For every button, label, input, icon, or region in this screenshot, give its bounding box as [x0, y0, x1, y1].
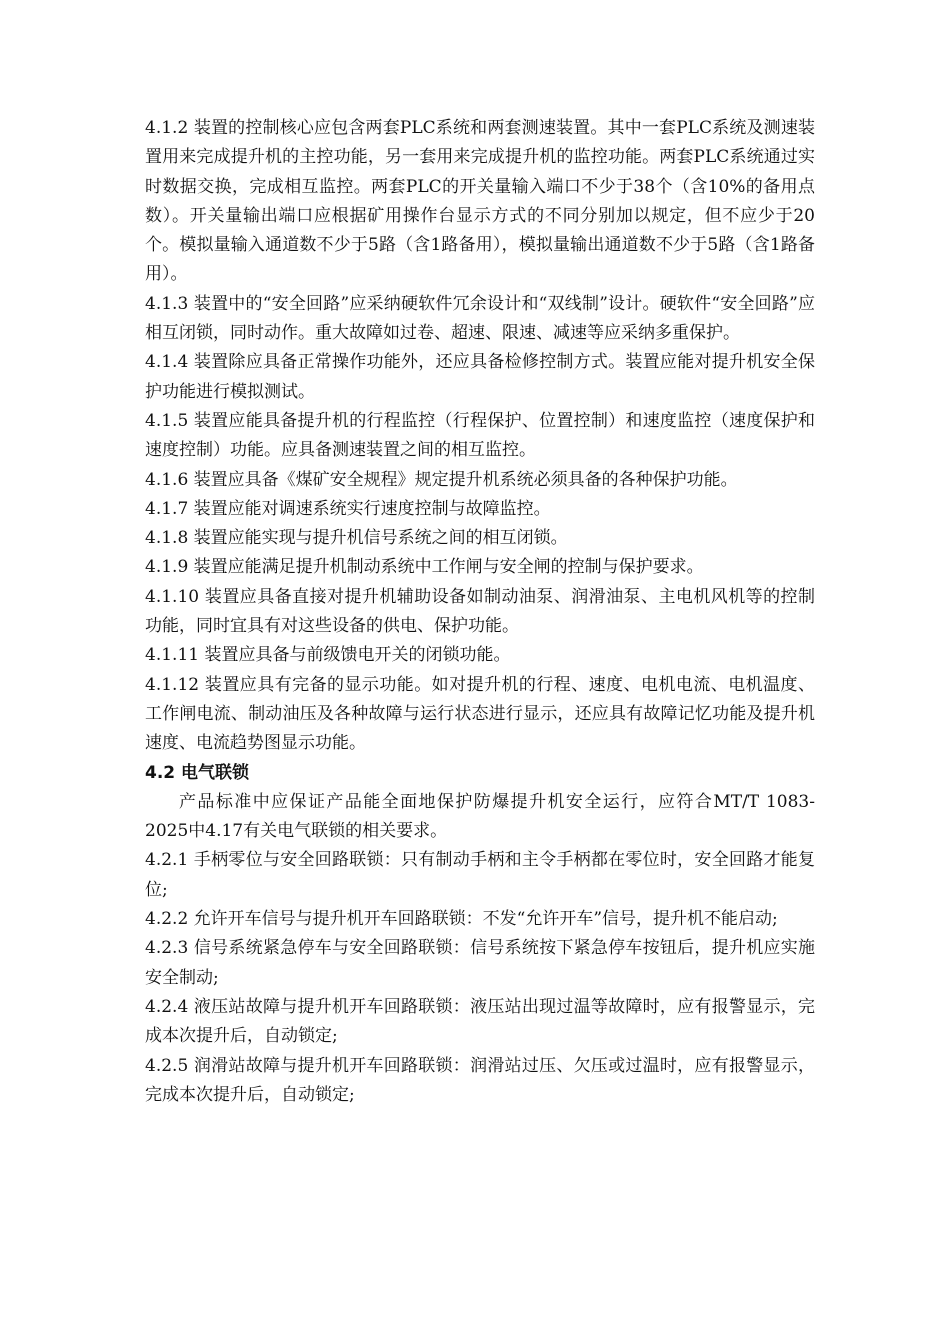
clause-4-1-3: 4.1.3 装置中的“安全回路”应采纳硬软件冗余设计和“双线制”设计。硬软件“安全回路”应相互闭锁，同时动作。重大故障如过卷、超速、限速、减速等应采纳多重保护。 [145, 293, 815, 344]
clause-4-1-2: 4.1.2 装置的控制核心应包含两套PLC系统和两套测速装置。其中一套PLC系统及测速装置用来完成提升机的主控功能，另一套用来完成提升机的监控功能。两套PLC系统通过实时数据交换，完成相互监控。两套PLC的开关量输入端口不少于38个（含10%的备用点数）。开关量输出端口应根据矿用操作台显示方式的不同分别加以规定，但不应少于20个。模拟量输入通道数不少于5路（含1路备用），模拟量输出通道数不少于5路（含1路备用）。 [145, 118, 815, 285]
clause-4-1-9: 4.1.9 装置应能满足提升机制动系统中工作闸与安全闸的控制与保护要求。 [145, 557, 704, 578]
clause-4-2-5: 4.2.5 润滑站故障与提升机开车回路联锁：润滑站过压、欠压或过温时，应有报警显示，完成本次提升后，自动锁定; [145, 1055, 815, 1105]
clause-4-1-10: 4.1.10 装置应具备直接对提升机辅助设备如制动油泵、润滑油泵、主电机风机等的控制功能，同时宜具有对这些设备的供电、保护功能。 [145, 586, 815, 637]
clause-4-1-7: 4.1.7 装置应能对调速系统实行速度控制与故障监控。 [145, 498, 551, 519]
clause-4-1-8: 4.1.8 装置应能实现与提升机信号系统之间的相互闭锁。 [145, 528, 568, 549]
clause-4-1-11: 4.1.11 装置应具备与前级馈电开关的闭锁功能。 [145, 645, 511, 666]
section-heading-4-2: 4.2 电气联锁 [145, 762, 250, 783]
document-body [145, 114, 815, 1110]
clause-4-1-12: 4.1.12 装置应具有完备的显示功能。如对提升机的行程、速度、电机电流、电机温度、工作闸电流、制动油压及各种故障与运行状态进行显示，还应具有故障记忆功能及提升机速度、电流趋势图显示功能。 [145, 674, 815, 754]
clause-4-2-2: 4.2.2 允许开车信号与提升机开车回路联锁：不发“允许开车”信号，提升机不能启动; [145, 909, 778, 930]
clause-4-2-3: 4.2.3 信号系统紧急停车与安全回路联锁：信号系统按下紧急停车按钮后，提升机应实施安全制动; [145, 938, 815, 988]
clause-4-1-6: 4.1.6 装置应具备《煤矿安全规程》规定提升机系统必须具备的各种保护功能。 [145, 469, 738, 490]
clause-4-1-5: 4.1.5 装置应能具备提升机的行程监控（行程保护、位置控制）和速度监控（速度保护和速度控制）功能。应具备测速装置之间的相互监控。 [145, 410, 815, 461]
section-intro-4-2: 产品标准中应保证产品能全面地保护防爆提升机安全运行，应符合MT/T 1083-2025中4.17有关电气联锁的相关要求。 [145, 791, 815, 842]
clause-4-1-4: 4.1.4 装置除应具备正常操作功能外，还应具备检修控制方式。装置应能对提升机安全保护功能进行模拟测试。 [145, 352, 815, 402]
clause-4-2-1: 4.2.1 手柄零位与安全回路联锁：只有制动手柄和主令手柄都在零位时，安全回路才能复位; [145, 850, 815, 900]
clause-4-2-4: 4.2.4 液压站故障与提升机开车回路联锁：液压站出现过温等故障时，应有报警显示，完成本次提升后，自动锁定; [145, 996, 815, 1047]
